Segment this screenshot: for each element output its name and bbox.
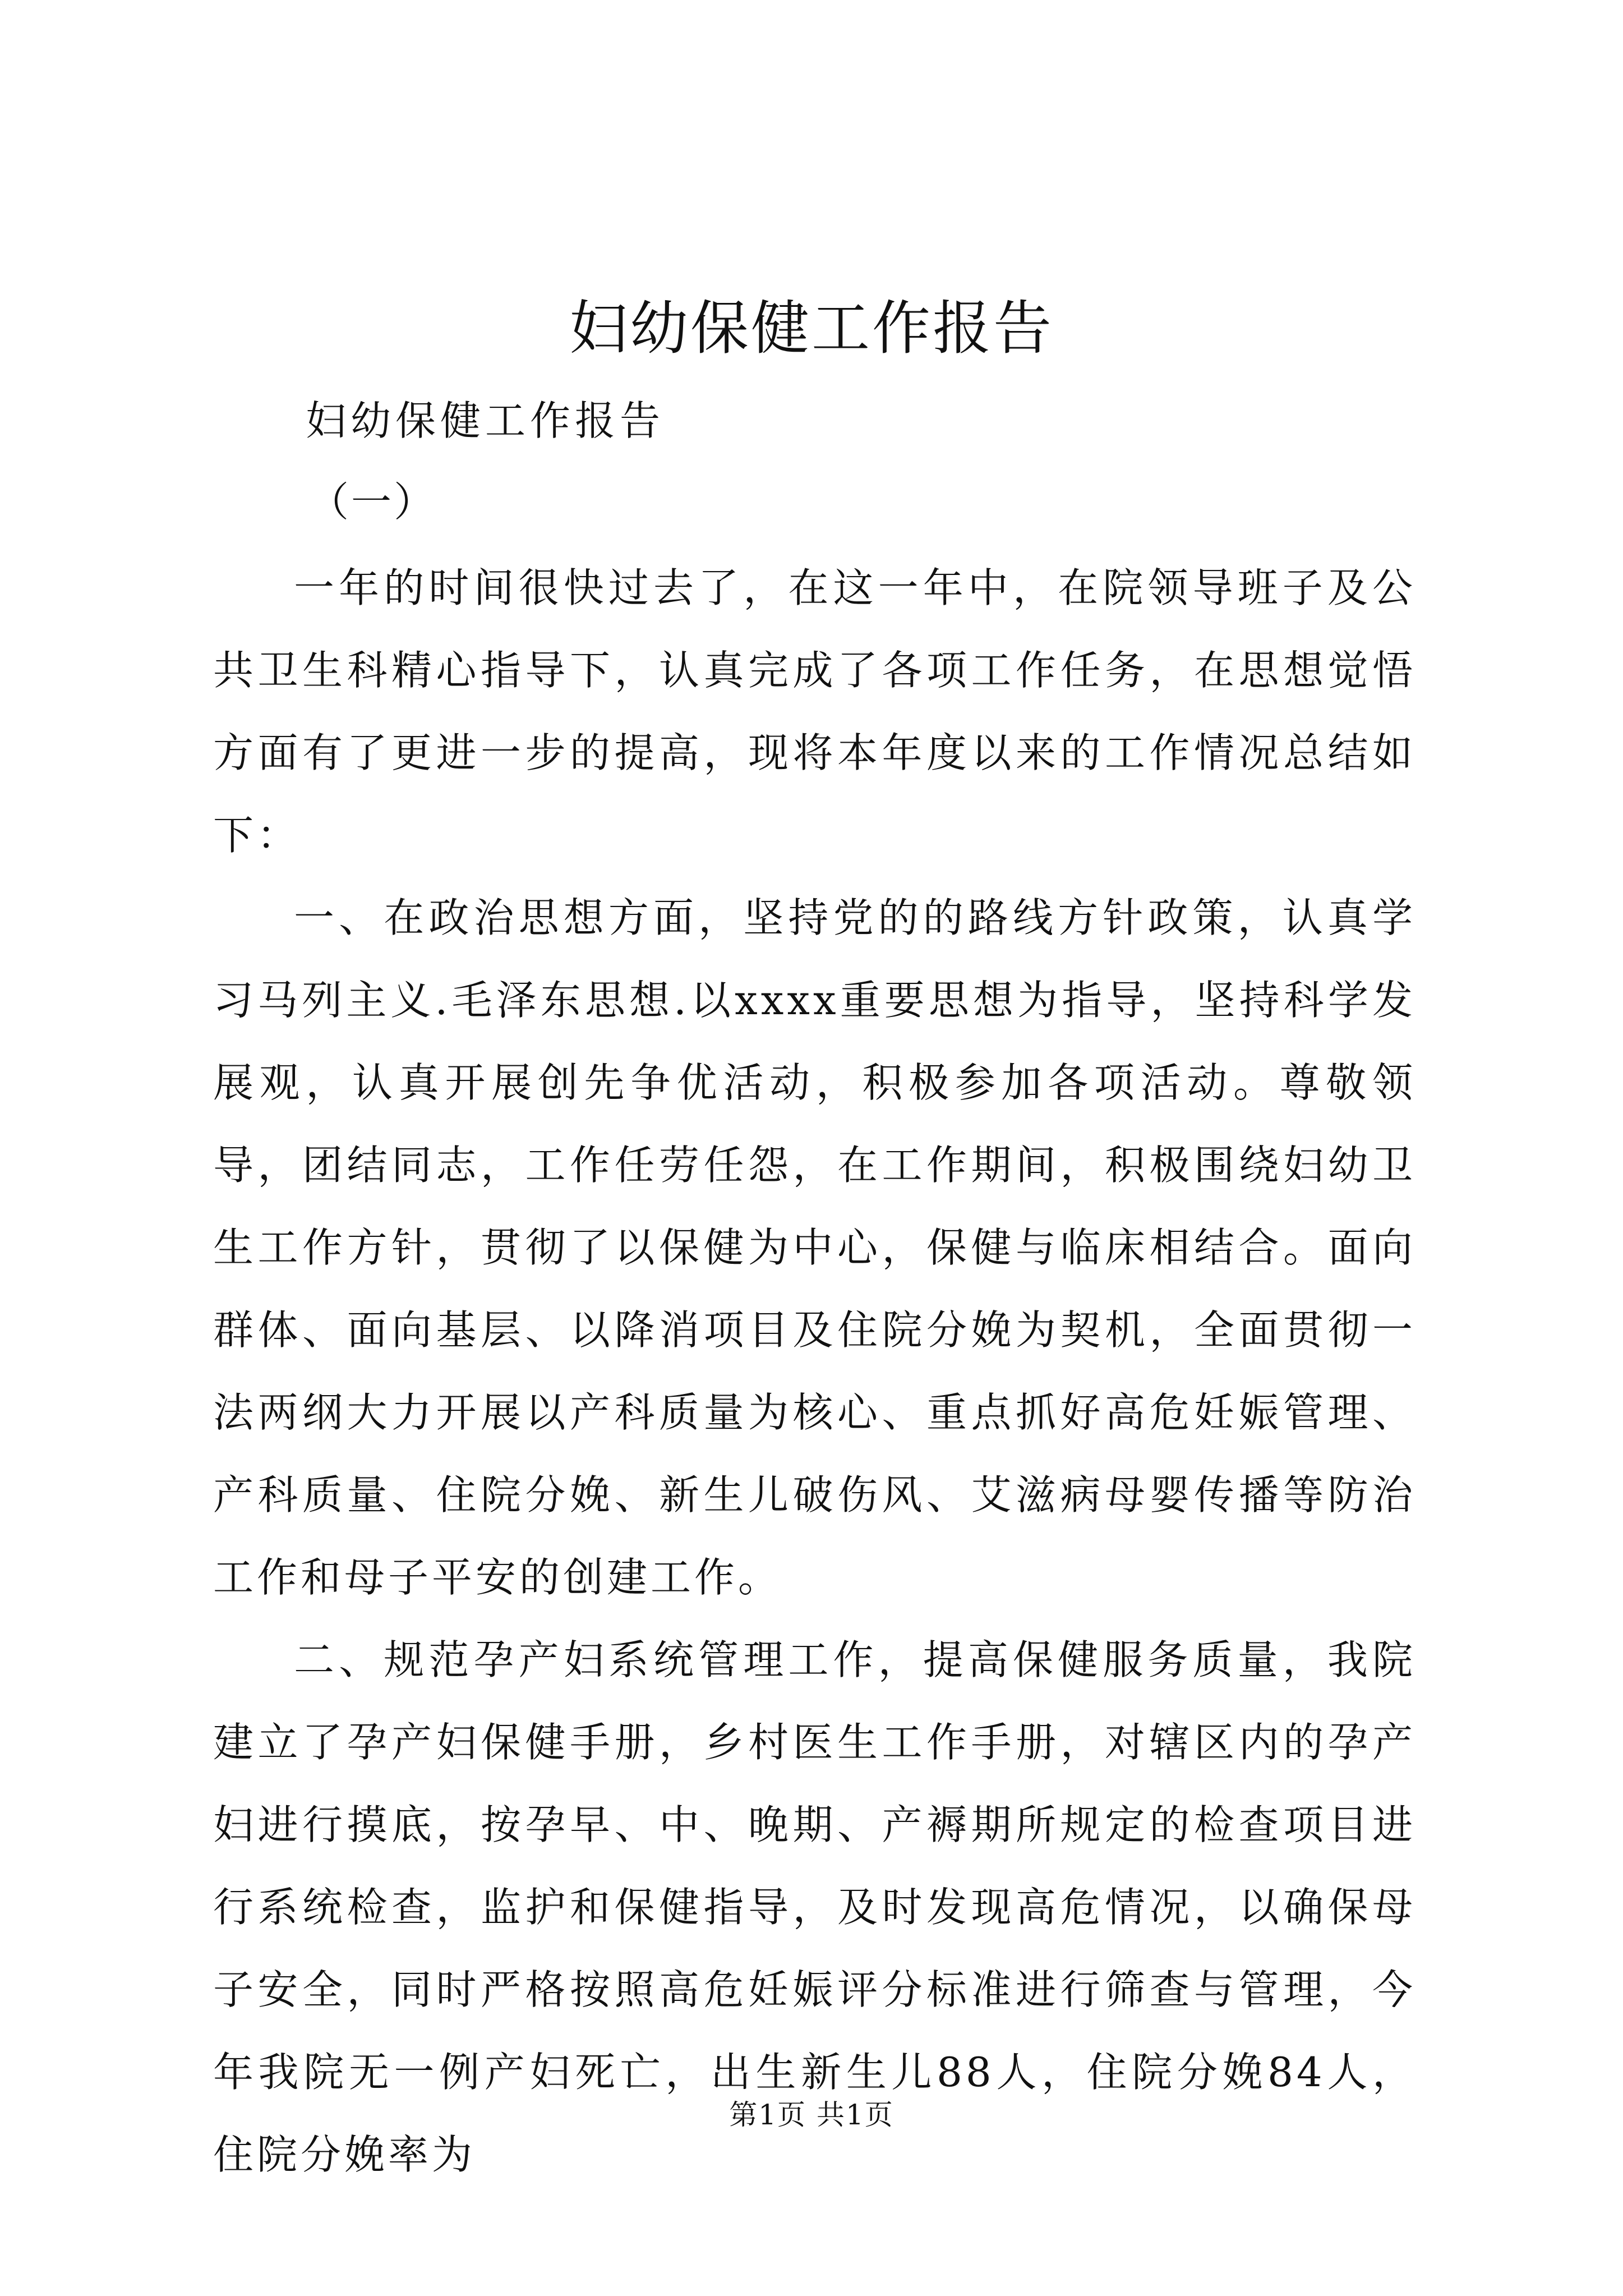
document-body — [213, 547, 1416, 2196]
section-number: （一） — [308, 478, 437, 526]
paragraph-political-thought: 一、在政治思想方面，坚持党的的路线方针政策，认真学习马列主义.毛泽东思想.以xxxx重要思想为指导，坚持科学发展观，认真开展创先争优活动，积极参加各项活动。尊敬领导，团结同志，工作任劳任怨，在工作期间，积极围绕妇幼卫生工作方针，贯彻了以保健为中心，保健与临床相结合。面向群体、面向基层、以降消项目及住院分娩为契机，全面贯彻一法两纲大力开展以产科质量为核心、重点抓好高危妊娠管理、产科质量、住院分娩、新生儿破伤风、艾滋病母婴传播等防治工作和母子平安的创建工作。 — [213, 894, 1416, 1601]
paragraph-intro: 一年的时间很快过去了，在这一年中，在院领导班子及公共卫生科精心指导下，认真完成了各项工作任务，在思想觉悟方面有了更进一步的提高，现将本年度以来的工作情况总结如下： — [213, 564, 1416, 859]
paragraph-maternal-management: 二、规范孕产妇系统管理工作，提高保健服务质量，我院建立了孕产妇保健手册，乡村医生工作手册，对辖区内的孕产妇进行摸底，按孕早、中、晚期、产褥期所规定的检查项目进行系统检查，监护和保健指导，及时发现高危情况，以确保母子安全，同时严格按照高危妊娠评分标准进行筛查与管理，今年我院无一例产妇死亡，出生新生儿88人，住院分娩84人，住院分娩率为 — [213, 1636, 1416, 2178]
page-footer: 第1页 共1页 — [729, 2099, 894, 2131]
document-title: 妇幼保健工作报告 — [569, 294, 1054, 362]
document-subtitle: 妇幼保健工作报告 — [306, 397, 665, 444]
